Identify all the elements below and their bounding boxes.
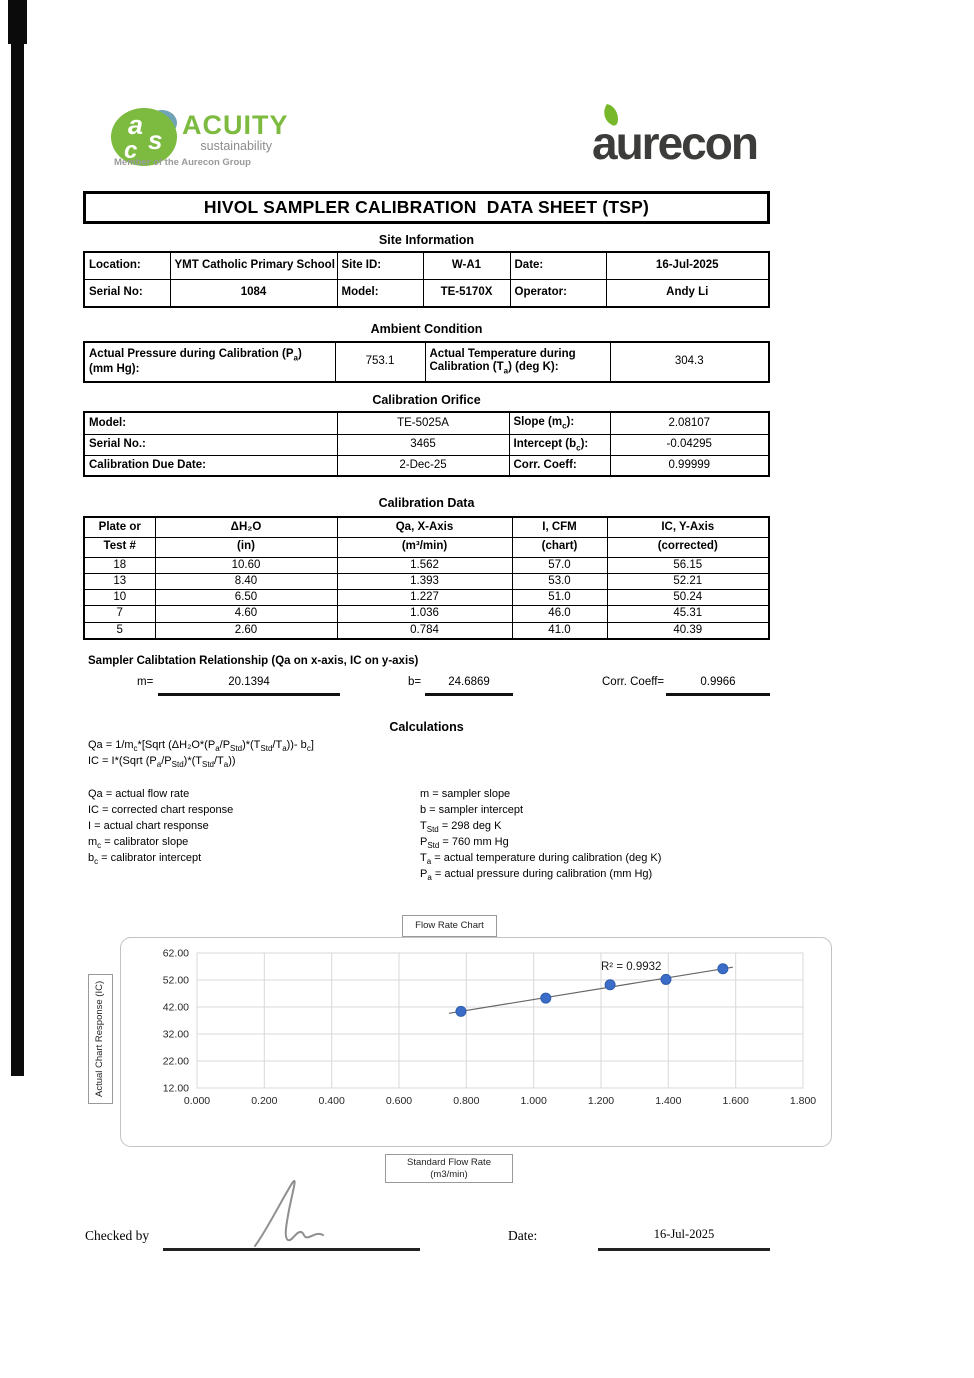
cell: 0.784 xyxy=(337,622,512,639)
table-row xyxy=(84,590,769,606)
aurecon-logo xyxy=(590,103,780,169)
svg-text:1.800: 1.800 xyxy=(789,1095,817,1107)
svg-text:1.600: 1.600 xyxy=(722,1095,749,1107)
col-ic: IC, Y-Axis xyxy=(607,517,769,537)
serial-value: 1084 xyxy=(170,280,337,308)
svg-text:1.000: 1.000 xyxy=(520,1095,547,1107)
b-underline xyxy=(425,693,513,696)
cell: 50.24 xyxy=(607,590,769,606)
footer-date-label: Date: xyxy=(508,1228,538,1243)
aurecon-logo-icon xyxy=(590,103,780,169)
relationship-heading: Sampler Calibtation Relationship (Qa on x-axis, IC on y-axis) xyxy=(88,655,419,667)
definition: $T_{Std} = 298$ deg K xyxy=(420,820,502,835)
model-value: TE-5170X xyxy=(423,280,510,308)
b-label: b= xyxy=(408,676,422,688)
cell: 5 xyxy=(84,622,155,639)
caldata-heading: Calibration Data xyxy=(378,496,475,510)
cell: 6.50 xyxy=(155,590,337,606)
definition: m = sampler slope xyxy=(420,788,511,800)
col-qa: Qa, X-Axis xyxy=(337,517,512,537)
y-axis-label: Actual Chart Response (IC) xyxy=(94,980,106,1098)
svg-text:32.00: 32.00 xyxy=(162,1028,189,1041)
chart-title-box xyxy=(402,915,497,937)
col-chart: (chart) xyxy=(512,537,607,557)
cell: 13 xyxy=(84,573,155,589)
cell: 56.15 xyxy=(607,557,769,573)
table-row xyxy=(84,342,769,382)
footer-date-value: 16-Jul-2025 xyxy=(653,1227,715,1241)
scan-artifact-bar xyxy=(11,0,24,1076)
definition: $m_c$ = calibrator slope xyxy=(88,836,189,851)
svg-text:0.600: 0.600 xyxy=(385,1095,413,1107)
svg-text:52.00: 52.00 xyxy=(162,974,189,987)
operator-label: Operator: xyxy=(510,280,606,308)
orifice-table xyxy=(83,411,770,477)
site-info-table xyxy=(83,251,770,308)
cell: 8.40 xyxy=(155,573,337,589)
cell: 2.60 xyxy=(155,622,337,639)
definition: Qa = actual flow rate xyxy=(88,788,190,800)
table-row xyxy=(84,573,769,589)
formula-qa: $Qa = 1/m_c*[Sqrt$ $(\Delta H_2O*(P_a/P_{Std})*(T_{Std}/T_a))-$ $b_c$] xyxy=(88,739,314,754)
orifice-slope-value: 2.08107 xyxy=(610,412,769,434)
cell: 46.0 xyxy=(512,606,607,622)
operator-value: Andy Li xyxy=(606,280,769,308)
svg-text:a: a xyxy=(128,110,144,140)
orifice-model-label: Model: xyxy=(84,412,337,434)
definition: IC = corrected chart response xyxy=(88,804,234,816)
table-row xyxy=(84,622,769,639)
corr-value: 0.9966 xyxy=(700,676,736,688)
signature-icon xyxy=(243,1178,353,1250)
cell: 1.036 xyxy=(337,606,512,622)
cell: 10.60 xyxy=(155,557,337,573)
cell: 57.0 xyxy=(512,557,607,573)
col-corrected: (corrected) xyxy=(607,537,769,557)
sheet-title: HIVOL SAMPLER CALIBRATION DATA SHEET (TSP) xyxy=(83,191,770,224)
site-info-heading: Site Information xyxy=(378,233,475,247)
table-row xyxy=(84,606,769,622)
pressure-value: 753.1 xyxy=(335,342,425,382)
cell: 52.21 xyxy=(607,573,769,589)
svg-text:s: s xyxy=(148,125,163,155)
table-row xyxy=(84,252,769,280)
orifice-due-date-label: Calibration Due Date: xyxy=(84,456,337,476)
aurecon-wordmark: aurecon xyxy=(592,117,757,169)
calculations-heading: Calculations xyxy=(389,720,464,734)
definition: b = sampler intercept xyxy=(420,804,524,816)
orifice-corr-label: Corr. Coeff: xyxy=(509,456,610,476)
x-axis-label: Standard Flow Rate (m3/min) xyxy=(407,1156,491,1180)
temperature-label: Actual Temperature during Calibration $(T_a)$ (deg K): xyxy=(425,342,610,382)
x-axis-label-box xyxy=(385,1154,513,1183)
definition: $T_a$ = actual temperature during calibration (deg K) xyxy=(420,852,662,867)
cell: 45.31 xyxy=(607,606,769,622)
table-row xyxy=(84,434,769,455)
pressure-label: Actual Pressure during Calibration $(P_a)$ (mm Hg): xyxy=(84,342,335,382)
cell: 18 xyxy=(84,557,155,573)
col-m3min: (m³/min) xyxy=(337,537,512,557)
table-row xyxy=(84,456,769,476)
col-dh2o: ΔH₂O xyxy=(155,517,337,537)
date-line xyxy=(598,1248,770,1251)
flow-rate-chart-plot xyxy=(125,940,825,1140)
m-value: 20.1394 xyxy=(228,676,270,688)
svg-text:0.800: 0.800 xyxy=(453,1095,480,1107)
table-row xyxy=(84,280,769,308)
col-plate: Plate or xyxy=(84,517,155,537)
col-in: (in) xyxy=(155,537,337,557)
m-underline xyxy=(158,693,340,696)
cell: 1.393 xyxy=(337,573,512,589)
caldata-table xyxy=(83,516,770,640)
acuity-tagline: sustainability xyxy=(200,139,272,153)
orifice-slope-label: Slope $(m_c)$: xyxy=(509,412,610,434)
cell: 7 xyxy=(84,606,155,622)
cell: 4.60 xyxy=(155,606,337,622)
svg-text:62.00: 62.00 xyxy=(162,947,189,960)
definition: $b_c$ = calibrator intercept xyxy=(88,852,202,867)
definition: $P_a$ = actual pressure during calibration (mm Hg) xyxy=(420,868,653,883)
svg-text:0.400: 0.400 xyxy=(318,1095,345,1107)
acuity-logo xyxy=(110,104,290,174)
location-value: YMT Catholic Primary School xyxy=(170,252,337,280)
acuity-member-line: Member of the Aurecon Group xyxy=(114,157,251,168)
svg-text:1.200: 1.200 xyxy=(587,1095,615,1107)
table-header-row xyxy=(84,517,769,537)
orifice-serial-label: Serial No.: xyxy=(84,434,337,455)
cell: 1.227 xyxy=(337,590,512,606)
ambient-table xyxy=(83,341,770,383)
model-label: Model: xyxy=(337,280,423,308)
cell: 10 xyxy=(84,590,155,606)
ambient-heading: Ambient Condition xyxy=(370,322,483,336)
orifice-due-date-value: 2-Dec-25 xyxy=(337,456,509,476)
temperature-value: 304.3 xyxy=(610,342,769,382)
col-icfm: I, CFM xyxy=(512,517,607,537)
table-row xyxy=(84,412,769,434)
definition: I = actual chart response xyxy=(88,820,209,832)
svg-text:c: c xyxy=(124,137,138,164)
orifice-intercept-value: -0.04295 xyxy=(610,434,769,455)
col-test: Test # xyxy=(84,537,155,557)
site-id-value: W-A1 xyxy=(423,252,510,280)
corr-label: Corr. Coeff= xyxy=(602,676,665,688)
svg-text:12.00: 12.00 xyxy=(162,1082,189,1095)
site-id-label: Site ID: xyxy=(337,252,423,280)
svg-text:1.400: 1.400 xyxy=(655,1095,682,1107)
cell: 40.39 xyxy=(607,622,769,639)
orifice-corr-value: 0.99999 xyxy=(610,456,769,476)
svg-text:0.200: 0.200 xyxy=(251,1095,278,1107)
orifice-model-value: TE-5025A xyxy=(337,412,509,434)
y-axis-label-box xyxy=(88,974,113,1104)
cell: 41.0 xyxy=(512,622,607,639)
date-label: Date: xyxy=(510,252,606,280)
orifice-serial-value: 3465 xyxy=(337,434,509,455)
acuity-wordmark: ACUITY xyxy=(182,110,289,140)
chart-title: Flow Rate Chart xyxy=(415,920,484,932)
svg-text:22.00: 22.00 xyxy=(162,1055,189,1068)
formula-ic: IC = I*(Sqrt $(P_a/P_{Std})*(T_{Std}/T_a)$) xyxy=(88,755,236,770)
cell: 53.0 xyxy=(512,573,607,589)
definition: $P_{Std} = 760$ mm Hg xyxy=(420,836,509,851)
svg-text:42.00: 42.00 xyxy=(162,1001,189,1014)
cell: 1.562 xyxy=(337,557,512,573)
b-value: 24.6869 xyxy=(448,676,490,688)
location-label: Location: xyxy=(84,252,170,280)
date-value: 16-Jul-2025 xyxy=(606,252,769,280)
svg-text:0.000: 0.000 xyxy=(183,1095,211,1107)
svg-text:R² = 0.9932: R² = 0.9932 xyxy=(601,961,662,973)
checked-by-label: Checked by xyxy=(85,1228,150,1243)
orifice-intercept-label: Intercept $(b_c)$: xyxy=(509,434,610,455)
table-header-row xyxy=(84,537,769,557)
corr-underline xyxy=(666,693,770,696)
orifice-heading: Calibration Orifice xyxy=(372,393,481,407)
table-row xyxy=(84,557,769,573)
cell: 51.0 xyxy=(512,590,607,606)
serial-label: Serial No: xyxy=(84,280,170,308)
m-label: m= xyxy=(137,676,154,688)
